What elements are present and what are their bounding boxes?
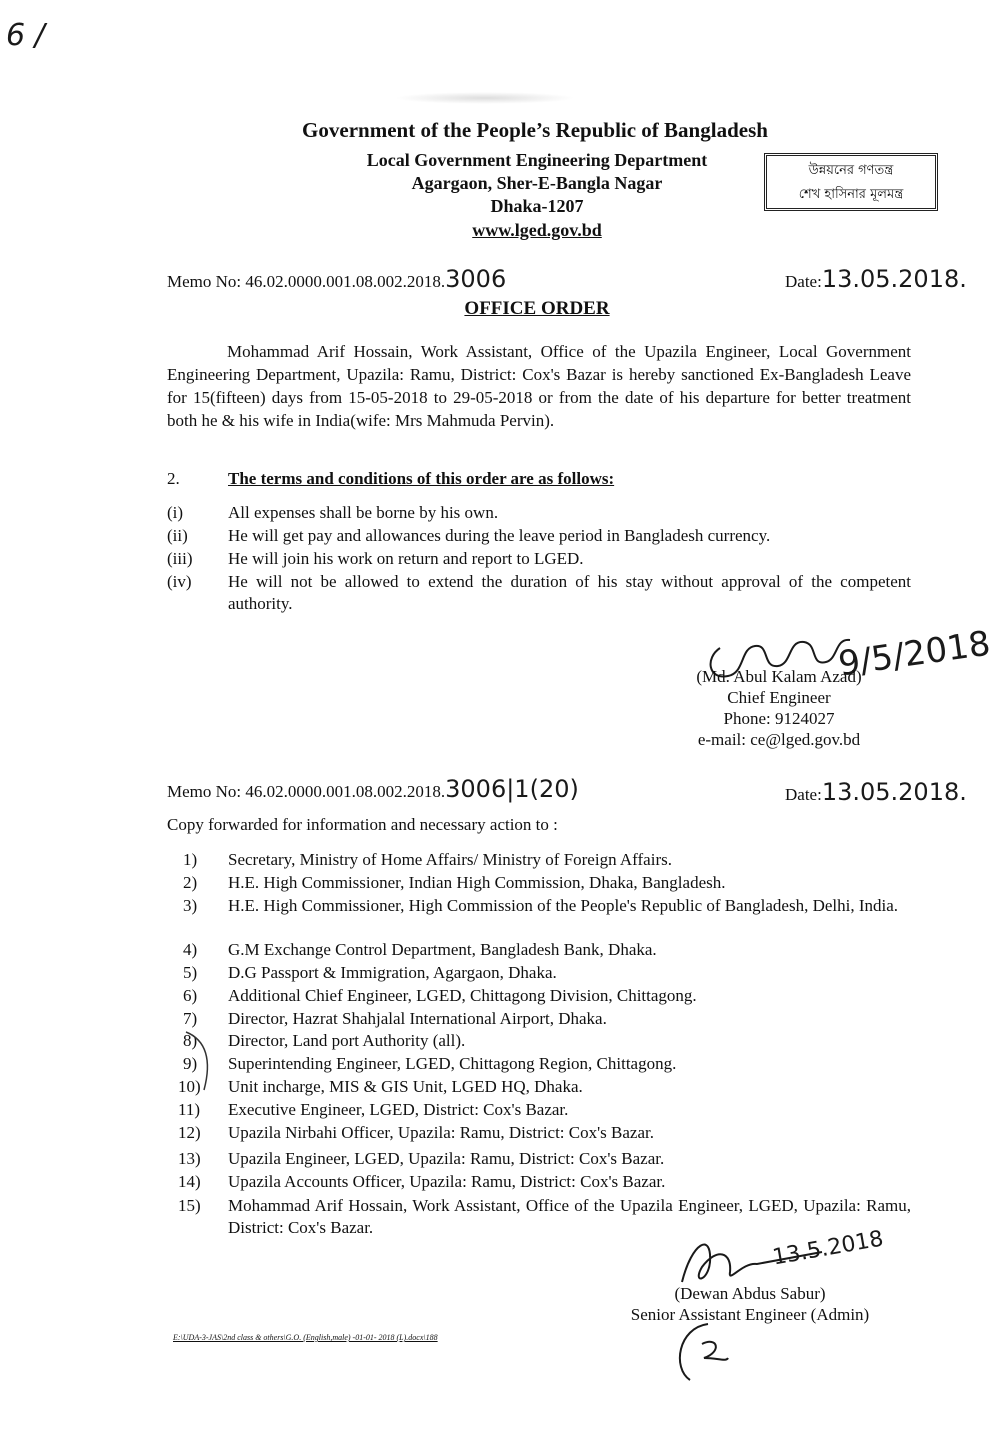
recipient-number: 14) bbox=[178, 1172, 201, 1191]
header-address1: Agargaon, Sher-E-Bangla Nagar bbox=[411, 173, 663, 193]
recipient-number: 4) bbox=[183, 940, 198, 959]
footer-file-path: E:\UDA-3-JAS\2nd class & others\G.O. (English,male) -01-01- 2018 (L).docx\188 bbox=[173, 1333, 438, 1342]
terms-item-number: (ii) bbox=[167, 526, 188, 545]
terms-item-text: He will get pay and allowances during the leave period in Bangladesh currency. bbox=[228, 526, 771, 545]
terms-item-number: (iv) bbox=[167, 572, 192, 591]
slogan-line1: উন্নয়নের গণতন্ত্র bbox=[808, 163, 894, 178]
recipient-text: Director, Land port Authority (all). bbox=[228, 1031, 466, 1050]
recipient-number: 15) bbox=[178, 1196, 201, 1215]
memo-number-handwritten: 3006|1(20) bbox=[445, 775, 579, 803]
recipient-number: 7) bbox=[183, 1009, 198, 1028]
recipient-text: H.E. High Commissioner, Indian High Commission, Dhaka, Bangladesh. bbox=[228, 873, 726, 892]
slogan-box bbox=[764, 153, 938, 211]
recipient-number: 10) bbox=[178, 1077, 201, 1096]
signatory1-designation: Chief Engineer bbox=[727, 688, 831, 707]
recipient-number: 1) bbox=[183, 850, 198, 869]
slogan-line2: শেখ হাসিনার মূলমন্ত্র bbox=[798, 187, 904, 202]
terms-item-number: (iii) bbox=[167, 549, 193, 568]
handwritten-tick-mark bbox=[176, 1030, 216, 1100]
header-department: Local Government Engineering Department bbox=[366, 150, 708, 170]
memo-number-handwritten: 3006 bbox=[445, 265, 507, 293]
recipient-text: Secretary, Ministry of Home Affairs/ Ministry of Foreign Affairs. bbox=[228, 850, 672, 869]
recipient-number: 8) bbox=[183, 1031, 198, 1050]
recipient-text: Superintending Engineer, LGED, Chittagong Region, Chittagong. bbox=[228, 1054, 677, 1073]
recipient-text: D.G Passport & Immigration, Agargaon, Dhaka. bbox=[228, 963, 557, 982]
terms-item-text: All expenses shall be borne by his own. bbox=[228, 503, 499, 522]
header-website[interactable]: www.lged.gov.bd bbox=[472, 220, 602, 240]
signatory1-block bbox=[670, 666, 888, 750]
office-order-title: OFFICE ORDER bbox=[464, 298, 610, 319]
signature-date-1: 9/5/2018 bbox=[835, 623, 993, 685]
recipient-text: H.E. High Commissioner, High Commission of the People's Republic of Bangladesh, Delhi, India. bbox=[228, 896, 899, 915]
terms-heading: The terms and conditions of this order are as follows: bbox=[228, 469, 615, 488]
terms-item-text: He will join his work on return and report to LGED. bbox=[228, 549, 584, 568]
signatory1-email[interactable]: e-mail: ce@lged.gov.bd bbox=[697, 730, 861, 749]
signatory1-name: (Md. Abul Kalam Azad) bbox=[696, 667, 862, 686]
signatory2-block bbox=[600, 1283, 900, 1325]
terms-number: 2. bbox=[167, 469, 180, 488]
recipient-number: 2) bbox=[183, 873, 198, 892]
terms-item-text: He will not be allowed to extend the duration of his stay without approval of the competent authority. bbox=[228, 572, 911, 613]
signature-date-2: 13.5.2018 bbox=[770, 1226, 886, 1271]
memo-label: Memo No: 46.02.0000.001.08.002.2018. bbox=[167, 782, 446, 801]
date-handwritten: 13.05.2018. bbox=[821, 778, 967, 806]
body-paragraph: Mohammad Arif Hossain, Work Assistant, Office of the Upazila Engineer, Local Government Engineering Department, Upazila: Ramu, District: Cox's Bazar is hereby sanctioned Ex-Bangladesh Leave for 15(fifteen) days from 15-05-2018 to 29-05-2018 or from the date of his departure for better treatment both he & his wife in India(wife: Mrs Mahmuda Pervin). bbox=[167, 342, 911, 430]
recipient-number: 9) bbox=[183, 1054, 198, 1073]
signatory1-phone: Phone: 9124027 bbox=[723, 709, 835, 728]
memo-date-1 bbox=[785, 265, 967, 293]
memo-label: Memo No: 46.02.0000.001.08.002.2018. bbox=[167, 272, 446, 291]
copy-intro: Copy forwarded for information and necessary action to : bbox=[167, 815, 558, 834]
header-title: Government of the People’s Republic of Bangladesh bbox=[302, 118, 768, 142]
recipient-number: 3) bbox=[183, 896, 198, 915]
scan-smudge bbox=[395, 92, 575, 104]
date-label: Date: bbox=[785, 272, 822, 291]
memo-line-1 bbox=[167, 265, 506, 293]
recipient-text: Upazila Accounts Officer, Upazila: Ramu, District: Cox's Bazar. bbox=[228, 1172, 666, 1191]
handwritten-page-mark: 6 / bbox=[6, 18, 45, 53]
recipient-number: 5) bbox=[183, 963, 198, 982]
header-address2: Dhaka-1207 bbox=[490, 196, 584, 216]
memo-line-2 bbox=[167, 775, 579, 803]
terms-item-number: (i) bbox=[167, 503, 184, 522]
recipient-text: Upazila Engineer, LGED, Upazila: Ramu, District: Cox's Bazar. bbox=[228, 1149, 665, 1168]
recipient-text: Executive Engineer, LGED, District: Cox's Bazar. bbox=[228, 1100, 569, 1119]
date-label: Date: bbox=[785, 785, 822, 804]
recipient-number: 12) bbox=[178, 1123, 201, 1142]
memo-date-2 bbox=[785, 778, 967, 806]
signatory2-name: (Dewan Abdus Sabur) bbox=[674, 1284, 826, 1303]
recipient-number: 13) bbox=[178, 1149, 201, 1168]
recipient-text: Unit incharge, MIS & GIS Unit, LGED HQ, Dhaka. bbox=[228, 1077, 583, 1096]
initial-scribble bbox=[668, 1318, 748, 1388]
recipient-text: Additional Chief Engineer, LGED, Chittagong Division, Chittagong. bbox=[228, 986, 697, 1005]
recipient-text: Upazila Nirbahi Officer, Upazila: Ramu, District: Cox's Bazar. bbox=[228, 1123, 654, 1142]
recipient-number: 11) bbox=[178, 1100, 201, 1119]
recipient-text: Mohammad Arif Hossain, Work Assistant, Office of the Upazila Engineer, LGED, Upazila: Ramu, District: Cox's Bazar. bbox=[228, 1196, 911, 1237]
recipient-text: G.M Exchange Control Department, Bangladesh Bank, Dhaka. bbox=[228, 940, 657, 959]
recipient-number: 6) bbox=[183, 986, 198, 1005]
signatory2-designation: Senior Assistant Engineer (Admin) bbox=[630, 1305, 870, 1324]
recipient-text: Director, Hazrat Shahjalal International Airport, Dhaka. bbox=[228, 1009, 607, 1028]
date-handwritten: 13.05.2018. bbox=[821, 265, 967, 293]
